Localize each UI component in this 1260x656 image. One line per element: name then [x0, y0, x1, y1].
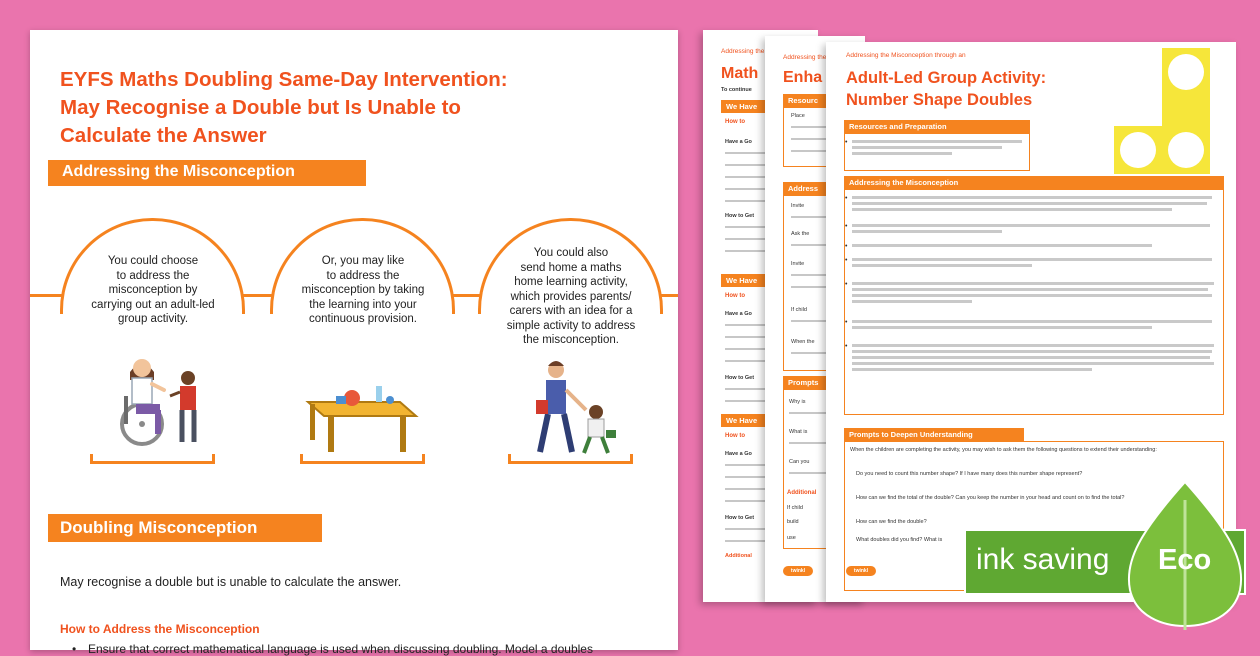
how-to-address-heading: How to Address the Misconception: [60, 622, 260, 636]
step-2-line: to address the: [326, 269, 400, 282]
page-b-subheader: Addressing the: [783, 54, 827, 61]
page-c-prompt-1: Do you need to count this number shape? If I have many does this number shape represent?: [856, 471, 1083, 477]
page-b-bullet-13: use: [787, 535, 796, 541]
page-b-bullet-5: If child: [791, 307, 807, 313]
step-2-line: Or, you may like: [321, 255, 405, 267]
addressing-bullet: [852, 196, 1218, 214]
page-a-small-head-2: How to: [725, 293, 745, 299]
page-c-section-prompts: Prompts to Deepen Understanding: [844, 428, 1024, 441]
page-a-subheader: Addressing the: [721, 48, 765, 55]
page-c-prompt-2: How can we find the total of the double? Can you keep the number in your head and count on to find the total?: [856, 495, 1125, 501]
parent-walking-child-illustration: [522, 356, 622, 456]
page-b-bullet-12: build: [787, 519, 799, 525]
step-base-3: [508, 454, 633, 464]
addressing-bullet: [852, 224, 1218, 236]
step-1-text: [78, 254, 228, 327]
page-a-small-head-3: How to: [725, 433, 745, 439]
page-b-bullet-6: When the: [791, 339, 815, 345]
page-b-bullet-10: Additional: [787, 490, 817, 496]
step-2-text: [288, 254, 438, 327]
step-1-line: carrying out an adult-led: [91, 298, 215, 311]
page-a-bar-2: We Have: [721, 274, 821, 287]
page-a-bar-3: We Have: [721, 414, 821, 427]
eco-label: Eco: [1158, 544, 1212, 576]
page-b-title: Enha: [783, 69, 823, 86]
table-with-toys-illustration: [300, 368, 420, 454]
page-a-bar-1: We Have: [721, 100, 821, 113]
page-c-section-addressing: Addressing the Misconception: [844, 176, 1224, 189]
wheelchair-adult-child-illustration: [102, 348, 212, 448]
bullet-item: • Ensure that correct mathematical language is used when discussing doubling. Model a doubles: [88, 642, 593, 656]
ink-saving-label: ink saving: [976, 543, 1110, 576]
page-a-label-1: Have a Go: [725, 139, 752, 145]
page-a-label-3: Have a Go: [725, 311, 752, 317]
page-c-prompt-3: How can we find the double?: [856, 519, 927, 525]
page-c-subheader: Addressing the Misconception through an: [846, 52, 966, 59]
page-c-title-line-2: Number Shape Doubles: [846, 91, 1033, 109]
page-a-title: Math: [721, 65, 759, 82]
addressing-bullet: [852, 282, 1218, 306]
step-3-line: which provides parents/: [510, 290, 632, 303]
page-c-title-line-1: Adult-Led Group Activity:: [846, 69, 1047, 87]
addressing-bullet: [852, 258, 1218, 270]
page-b-bullet-1: Place: [791, 113, 805, 119]
step-3-text: [496, 246, 646, 348]
page-a-small-head-1: How to: [725, 119, 745, 125]
misconception-text: May recognise a double but is unable to calculate the answer.: [60, 575, 402, 589]
step-1-line: group activity.: [117, 313, 189, 325]
page-title: [60, 66, 660, 150]
step-2-line: continuous provision.: [308, 313, 418, 325]
doubling-misconception-banner: Doubling Misconception: [48, 514, 322, 542]
step-1-line: misconception by: [108, 284, 198, 296]
page-b-bullet-7: Why is: [789, 399, 806, 405]
page-b-bullet-3: Ask the: [791, 231, 810, 237]
page-b-bullet-11: If child: [787, 505, 803, 511]
step-base-1: [90, 454, 215, 464]
page-c-prompt-4: What doubles did you find? What is: [856, 537, 943, 543]
title-line-2: May Recognise a Double but Is Unable to: [60, 96, 461, 119]
page-a-label-2: How to Get: [725, 213, 755, 219]
page-b-bar-1: Resourc: [783, 94, 865, 107]
step-2-line: the learning into your: [309, 298, 417, 311]
number-shape-icon: [1114, 48, 1210, 174]
step-3-line: home learning activity,: [514, 276, 628, 288]
addressing-bullet: [852, 244, 1218, 250]
addressing-bullet: [852, 320, 1218, 332]
page-a-label-7: Additional: [725, 553, 752, 559]
page-c-section-resources: Resources and Preparation: [844, 120, 1030, 133]
resources-bullet: [852, 140, 1028, 158]
step-3-line: the misconception.: [523, 334, 619, 346]
page-b-bullet-4: Invite: [791, 261, 805, 267]
title-line-1: EYFS Maths Doubling Same-Day Intervention:: [60, 68, 508, 91]
title-line-3: Calculate the Answer: [60, 124, 267, 147]
step-2-line: misconception by taking: [301, 284, 425, 296]
page-a-intro: To continue: [721, 87, 752, 93]
page-a-label-5: Have a Go: [725, 451, 752, 457]
page-b-bullet-8: What is: [789, 429, 808, 435]
main-page: [30, 30, 678, 656]
addressing-misconception-banner: Addressing the Misconception: [48, 160, 366, 186]
page-c-prompts-intro: When the children are completing the activity, you may wish to ask them the following questions to extend their understanding:: [850, 447, 1157, 453]
twinkl-logo: twinkl: [783, 566, 813, 576]
step-1-line: You could choose: [107, 255, 199, 267]
page-b-bar-3: Prompts: [783, 376, 865, 389]
step-3-line: carers with an idea for a: [509, 305, 633, 317]
page-a-label-6: How to Get: [725, 515, 755, 521]
step-3-line: simple activity to address: [506, 319, 636, 332]
page-b-bullet-9: Can you: [789, 459, 810, 465]
step-1-line: to address the: [116, 269, 190, 282]
page-b-bullet-2: Invite: [791, 203, 805, 209]
page-b-bar-2: Address: [783, 182, 865, 195]
step-base-2: [300, 454, 425, 464]
step-3-line: You could also: [533, 247, 609, 259]
addressing-bullet: [852, 344, 1218, 374]
page-a-label-4: How to Get: [725, 375, 755, 381]
step-3-line: send home a maths: [520, 261, 622, 274]
twinkl-logo: twinkl: [846, 566, 876, 576]
